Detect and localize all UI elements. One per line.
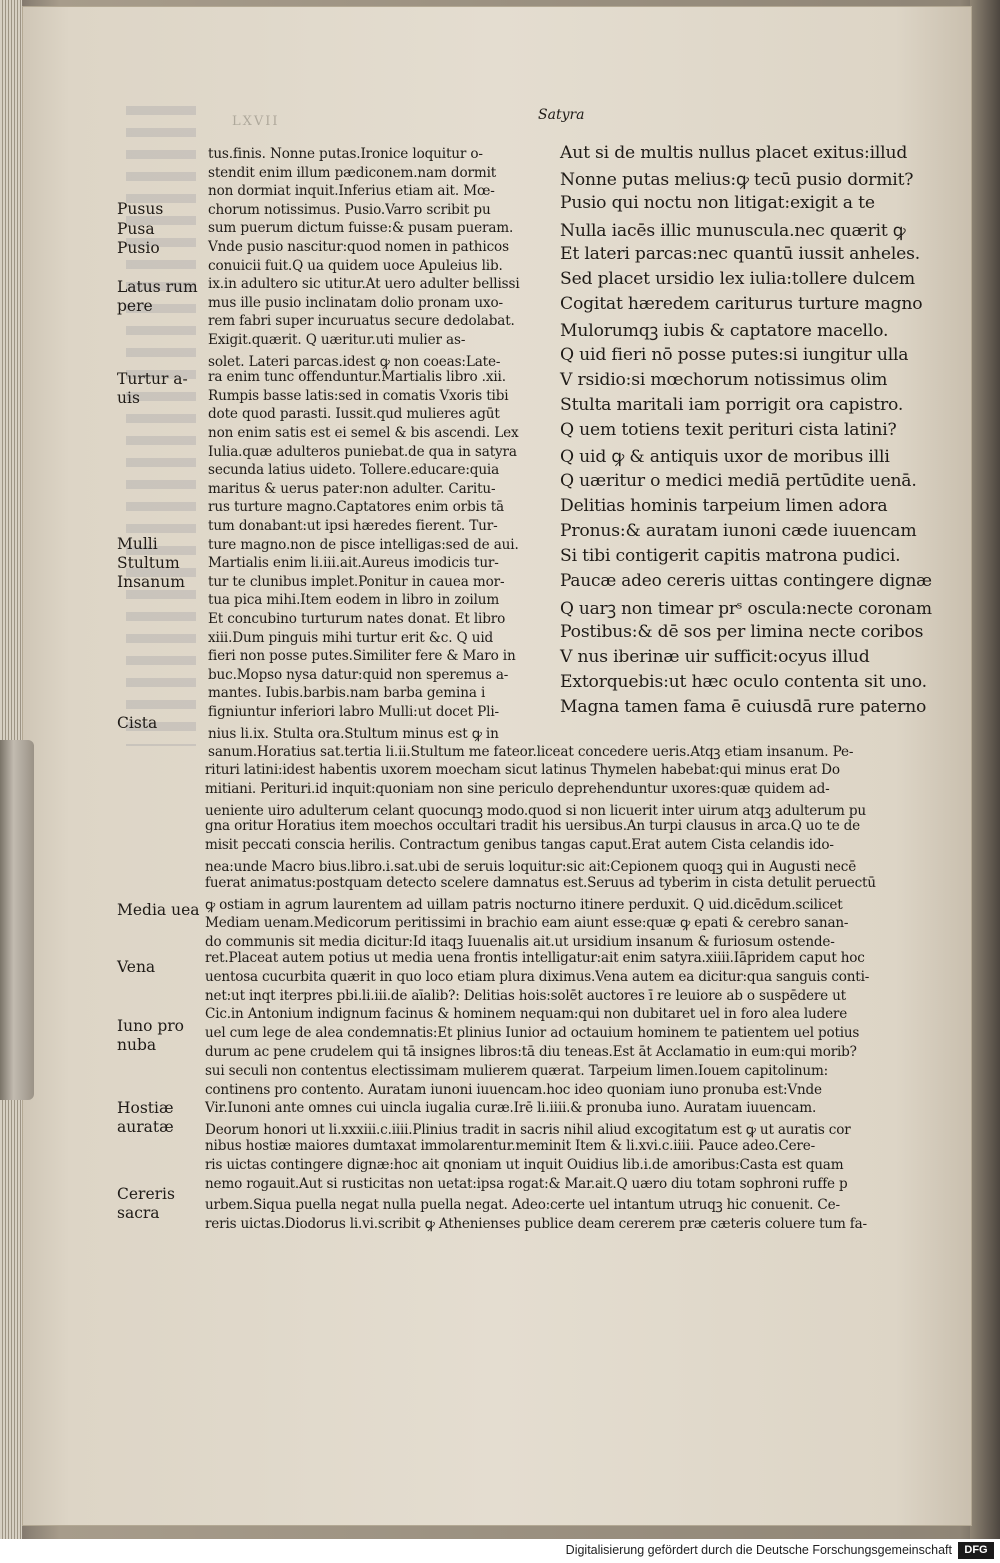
- verse-line: Aut si de multis nullus placet exitus:illud: [560, 143, 908, 163]
- verse-line: Delitias hominis tarpeium limen adora: [560, 495, 888, 516]
- commentary-line: Exigit.quærit. Q uæritur.uti mulier as-: [208, 332, 466, 348]
- commentary-line: reris uictas.Diodorus li.vi.scribit ꝙ Athenienses publice deam cererem præ cæteris coluere tum fa-: [205, 1216, 867, 1233]
- commentary-line: ret.Placeat autem potius ut media uena frontis intelligatur:ait enim satyra.xiiii.Iāpridem caput hoc: [205, 950, 865, 966]
- margin-note: pere: [117, 297, 153, 315]
- commentary-line: nemo rogauit.Aut si rusticitas non uetat:ipsa rogat:& Mar.ait.Q uæro diu totam sophroni ruffe p: [205, 1175, 848, 1192]
- margin-note: uis: [117, 389, 140, 407]
- commentary-line: ra enim tunc offenduntur.Martialis libro .xii.: [208, 369, 506, 386]
- verse-line: Q uarꝫ non timear prˢ oscula:necte coronam: [560, 598, 932, 619]
- verse-line: Nonne putas melius:ꝙ tecū pusio dormit?: [560, 170, 914, 191]
- verse-line: Pronus:& auratam iunoni cæde iuuencam: [560, 521, 917, 541]
- verse-line: Si tibi contigerit capitis matrona pudici.: [560, 546, 901, 567]
- commentary-line: mus ille pusio inclinatam dolio pronam uxo-: [208, 294, 503, 311]
- commentary-line: ꝙ ostiam in agrum laurentem ad uillam patris nocturno itinere perduxit. Q uid.dicēdum.scilicet: [205, 896, 843, 913]
- commentary-line: gna oritur Horatius item moechos occultari tradit his uersibus.An turpi clausus in arca.Q uo te de: [205, 818, 861, 835]
- commentary-line: maritus & uerus pater:non adulter. Caritu-: [208, 480, 496, 497]
- commentary-line: sum puerum dictum fuisse:& pusam pueram.: [208, 220, 514, 237]
- margin-note: Vena: [117, 958, 156, 976]
- verse-line: Magna tamen fama ē cuiusdā rure paterno: [560, 697, 927, 718]
- verse-line: Cogitat hæredem cariturus turture magno: [560, 294, 923, 315]
- verse-line: V rsidio:si mœchorum notissimus olim: [560, 369, 888, 390]
- commentary-line: figniuntur inferiori labro Mulli:ut docet Pli-: [208, 704, 499, 720]
- dfg-logo: DFG: [958, 1542, 994, 1559]
- commentary-line: nius li.ix. Stulta ora.Stultum minus est ꝙ in: [208, 725, 499, 742]
- commentary-line: Martialis enim li.iii.ait.Aureus imodicis tur-: [208, 555, 499, 572]
- commentary-line: continens pro contento. Auratam iunoni iuuencam.hoc ideo quoniam iuno pronuba est:Vnde: [205, 1081, 822, 1098]
- commentary-line: uentosa cucurbita quærit in quo loco etiam plura diximus.Vena autem ea dicitur:qua sanguis conti-: [205, 968, 870, 985]
- margin-note: sacra: [117, 1204, 160, 1222]
- margin-note: auratæ: [117, 1118, 174, 1136]
- running-head: Satyra: [538, 107, 585, 123]
- commentary-line: sui seculi non contentus electissimam mulierem quærat. Tarpeium limen.Iouem capitolinum:: [205, 1062, 829, 1079]
- right-book-edge: [970, 0, 1000, 1563]
- commentary-line: mantes. Iubis.barbis.nam barba gemina i: [208, 685, 486, 702]
- margin-note: nuba: [117, 1036, 157, 1054]
- commentary-line: ris uictas contingere dignæ:hoc ait qnoniam ut inquit Ouidius lib.i.de amoribus:Casta est quam: [205, 1156, 844, 1173]
- commentary-line: dote quod parasti. Iussit.qud mulieres agūt: [208, 406, 500, 423]
- commentary-line: solet. Lateri parcas.idest ꝙ non coeas:Late-: [208, 353, 501, 370]
- margin-note: Pusus: [117, 200, 164, 218]
- verse-line: Pusio qui noctu non litigat:exigit a te: [560, 193, 875, 214]
- commentary-line: misit peccati conscia herilis. Contractum genibus tangas caput.Erat autem Cista celandis ido-: [205, 837, 834, 854]
- commentary-line: rus turture magno.Captatores enim orbis tā: [208, 499, 504, 516]
- verse-line: Stulta maritali iam porrigit ora capistro.: [560, 395, 904, 415]
- commentary-line: buc.Mopso nysa datur:quid non speremus a-: [208, 666, 509, 683]
- verse-line: Q uem totiens texit perituri cista latini?: [560, 420, 897, 441]
- footer-bar: [0, 1539, 1000, 1563]
- commentary-line: tum donabant:ut ipsi hæredes fierent. Tur-: [208, 518, 498, 534]
- margin-note: Cereris: [117, 1185, 175, 1203]
- commentary-line: rem fabri super incuruatus secure dedolabat.: [208, 313, 515, 330]
- commentary-line: tua pica mihi.Item eodem in libro in zoilum: [208, 592, 500, 609]
- verse-line: Extorquebis:ut hæc oculo contenta sit uno.: [560, 672, 927, 693]
- commentary-line: urbem.Siqua puella negat nulla puella negat. Adeo:certe uel intantum utruqꝫ hic conuenit. Ce-: [205, 1197, 840, 1214]
- verse-line: Q uid ꝙ & antiquis uxor de moribus illi: [560, 447, 890, 468]
- verse-line: Et lateri parcas:nec quantū iussit anheles.: [560, 243, 921, 264]
- margin-note: Insanum: [117, 573, 185, 591]
- verse-line: Q uid fieri nō posse putes:si iungitur ulla: [560, 344, 909, 365]
- commentary-line: Rumpis basse latis:sed in comatis Vxoris tibi: [208, 387, 509, 404]
- commentary-line: non dormiat inquit.Inferius etiam ait. Mœ-: [208, 183, 495, 200]
- commentary-line: Et concubino turturum nates donat. Et libro: [208, 611, 506, 627]
- commentary-line: ueniente uiro adulterum celant quocunqꝫ modo.quod si non licuerit inter uirum atqꝫ adulterum pu: [205, 802, 866, 819]
- commentary-line: Vir.Iunoni ante omnes cui uincla iugalia curæ.Irē li.iiii.& pronuba iuno. Auratam iuuencam.: [205, 1100, 817, 1117]
- verse-line: Sed placet ursidio lex iulia:tollere dulcem: [560, 269, 915, 289]
- margin-note: Media uea: [117, 901, 200, 919]
- footer-credit: Digitalisierung gefördert durch die Deutsche Forschungsgemeinschaft: [565, 1543, 952, 1557]
- commentary-line: mitiani. Perituri.id inquit:quoniam non sine periculo deprehenduntur uxores:quæ quidem ad-: [205, 780, 830, 797]
- commentary-line: ture magno.non de pisce intelligas:sed de aui.: [208, 536, 519, 553]
- commentary-line: nea:unde Macro bius.libro.i.sat.ubi de seruis loquitur:sic ait:Cepionem quoqꝫ qui in Augusti necē: [205, 859, 857, 875]
- commentary-line: non enim satis est ei semel & bis ascendi. Lex: [208, 425, 519, 441]
- verse-line: V nus iberinæ uir sufficit:ocyus illud: [560, 647, 870, 667]
- verse-line: Nulla iacēs illic munuscula.nec quærit ꝙ: [560, 220, 906, 241]
- commentary-line: conuicii fuit.Q ua quidem uoce Apuleius lib.: [208, 257, 503, 274]
- commentary-line: Mediam uenam.Medicorum peritissimi in brachio eam aiunt esse:quæ ꝙ epati & cerebro sanan-: [205, 915, 849, 932]
- commentary-line: fuerat animatus:postquam detecto scelere damnatus est.Seruus ad tyberim in cista detulit peruectū: [205, 874, 876, 891]
- verse-line: Mulorumqꝫ iubis & captatore macello.: [560, 321, 889, 342]
- margin-note: Hostiæ: [117, 1099, 174, 1117]
- commentary-line: fieri non posse putes.Similiter fere & Maro in: [208, 648, 516, 665]
- margin-note: Pusio: [117, 239, 160, 257]
- folio-number: LXVII: [232, 114, 280, 129]
- margin-note: Turtur a-: [117, 370, 188, 388]
- verse-line: Paucæ adeo cereris uittas contingere dignæ: [560, 571, 932, 592]
- commentary-line: net:ut inqt iterpres pbi.li.iii.de aīalib?: Delitias hois:solēt auctores ī re leuiore ab o suspēdere ut: [205, 987, 846, 1004]
- commentary-line: sanum.Horatius sat.tertia li.ii.Stultum me fateor.liceat concedere ueris.Atqꝫ etiam insanum. Pe-: [208, 744, 854, 761]
- margin-note: Latus rum: [117, 278, 198, 296]
- verse-line: Postibus:& dē sos per limina necte coribos: [560, 621, 924, 642]
- commentary-line: ix.in adultero sic utitur.At uero adulter bellissi: [208, 276, 520, 293]
- commentary-line: durum ac pene crudelem qui tā insignes libros:tā diu teneas.Est āt Acclamatio in eum:qui morib?: [205, 1044, 857, 1060]
- margin-note: Iuno pro: [117, 1017, 185, 1035]
- margin-note: Mulli: [117, 535, 158, 553]
- commentary-line: Deorum honori ut li.xxxiii.c.iiii.Plinius tradit in sacris nihil aliud excogitatum est ꝙ ut auratis cor: [205, 1122, 851, 1139]
- commentary-line: secunda latius uideto. Tollere.educare:quia: [208, 462, 500, 479]
- commentary-line: chorum notissimus. Pusio.Varro scribit pu: [208, 201, 491, 218]
- commentary-line: tus.finis. Nonne putas.Ironice loquitur o-: [208, 146, 483, 162]
- verse-line: Q uæritur o medici mediā pertūdite uenā.: [560, 470, 917, 491]
- commentary-line: nibus hostiæ maiores dumtaxat immolarentur.meminit Item & li.xvi.c.iiii. Pauce adeo.Cere-: [205, 1138, 815, 1154]
- commentary-line: Iulia.quæ adulteros puniebat.de qua in satyra: [208, 443, 517, 460]
- commentary-line: stendit enim illum pædiconem.nam dormit: [208, 164, 497, 181]
- margin-note: Pusa: [117, 220, 155, 238]
- commentary-line: xiii.Dum pinguis mihi turtur erit &c. Q uid: [208, 629, 494, 646]
- commentary-line: tur te clunibus implet.Ponitur in cauea mor-: [208, 573, 505, 590]
- margin-note: Cista: [117, 714, 158, 732]
- clasp-clip: [0, 740, 34, 1100]
- commentary-line: Cic.in Antonium indignum facinus & hominem nequam:qui non dubitaret uel in foro alea ludere: [205, 1006, 848, 1023]
- commentary-line: Vnde pusio nascitur:quod nomen in pathicos: [208, 239, 509, 255]
- commentary-line: uel cum lege de alea condemnatis:Et plinius Iunior ad octauium hominem te patientem uel potius: [205, 1025, 860, 1042]
- commentary-line: do communis sit media dicitur:Id itaqꝫ Iuuenalis ait.ut ursidium insanum & furiosum ostende-: [205, 934, 835, 951]
- margin-note: Stultum: [117, 554, 180, 572]
- commentary-line: rituri latini:idest habentis uxorem moecham sicut latinus Thymelen habebat:qui minus erat Do: [205, 762, 840, 778]
